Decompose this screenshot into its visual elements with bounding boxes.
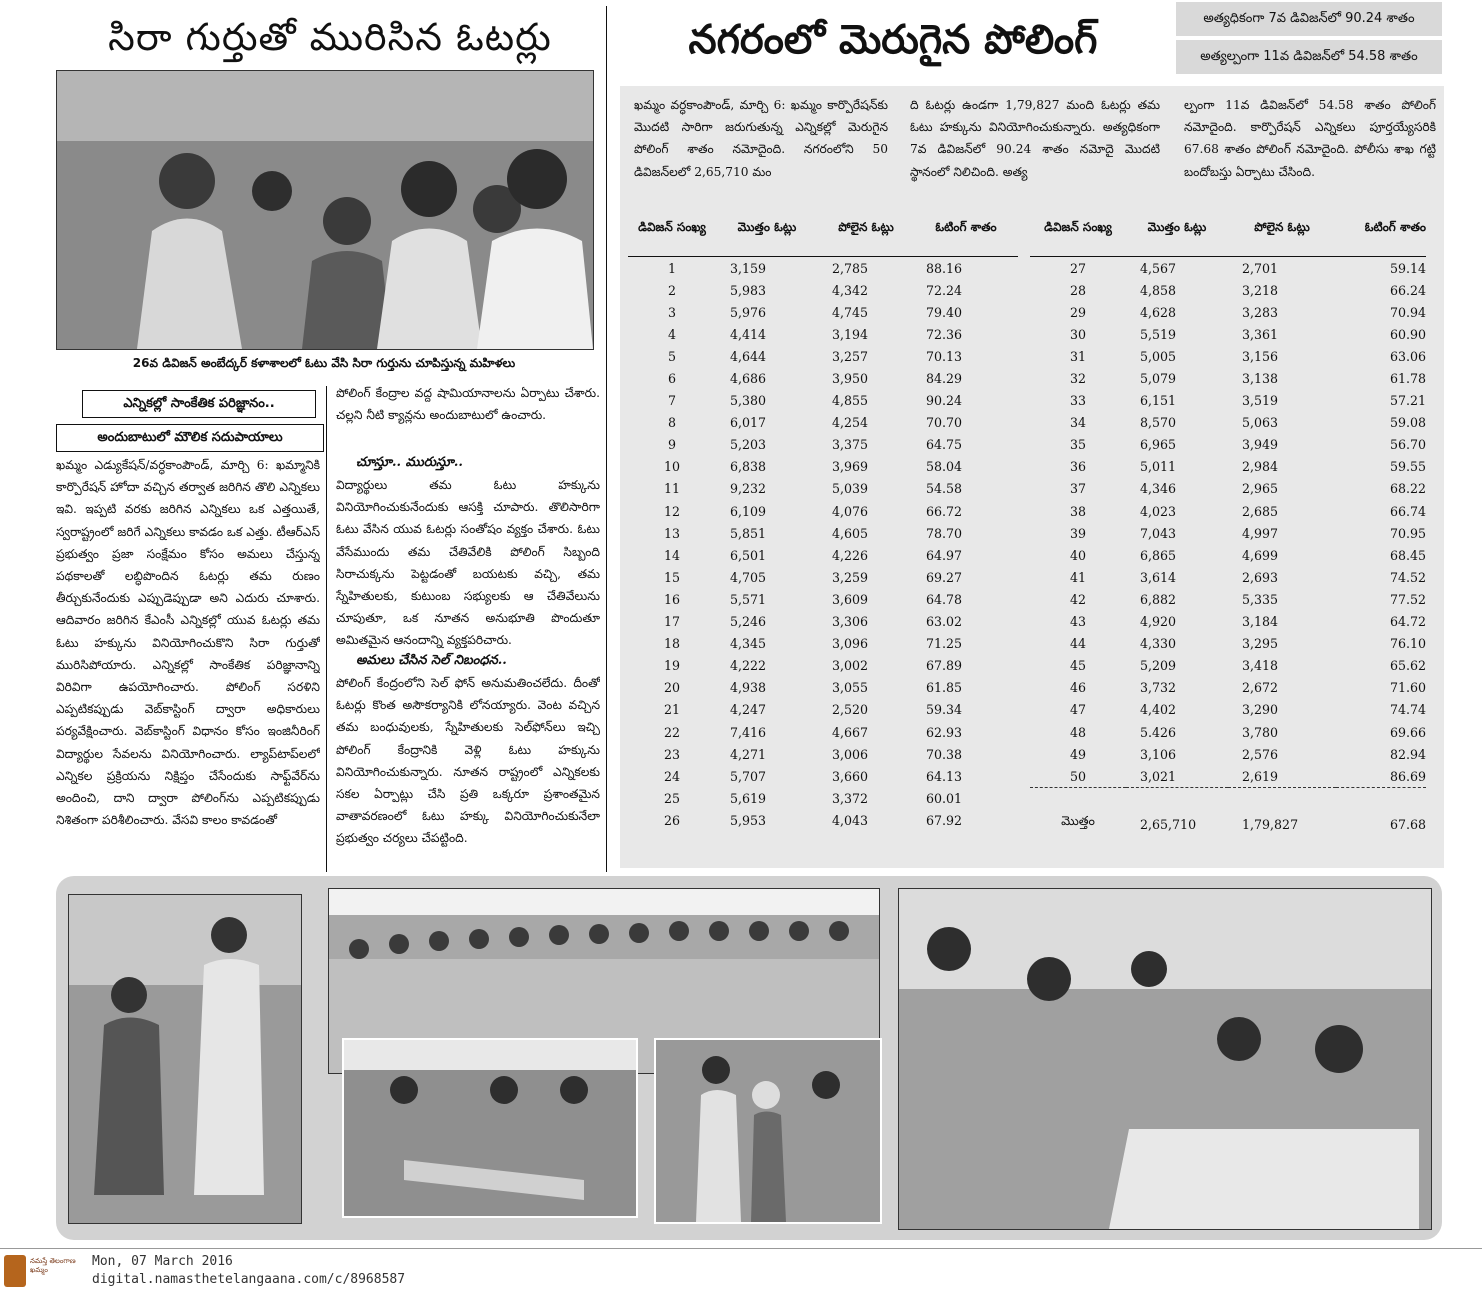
polled-votes-cell: 3,660 xyxy=(832,768,869,784)
total-votes-cell: 6,865 xyxy=(1140,547,1177,563)
polled-votes-cell: 5,039 xyxy=(832,481,869,497)
total-votes-cell: 5,851 xyxy=(730,525,767,541)
page-footer xyxy=(0,1248,1482,1293)
total-votes-cell: 4,402 xyxy=(1140,702,1177,718)
polled-votes-cell: 4,342 xyxy=(832,282,869,298)
table-row xyxy=(1030,478,1426,500)
table-row xyxy=(1030,522,1426,544)
polled-votes-cell: 3,096 xyxy=(832,636,869,652)
table-row xyxy=(1030,367,1426,389)
total-votes-cell: 4,644 xyxy=(730,348,767,364)
percent-cell: 63.02 xyxy=(926,614,963,630)
polled-votes-cell: 3,283 xyxy=(1242,304,1279,320)
polled-votes-cell: 4,605 xyxy=(832,525,869,541)
polled-votes-cell: 3,418 xyxy=(1242,658,1279,674)
division-cell: 26 xyxy=(663,812,681,828)
division-cell: 33 xyxy=(1069,393,1087,409)
percent-cell: 88.16 xyxy=(926,260,963,276)
percent-cell: 74.74 xyxy=(1389,702,1426,718)
division-cell: 40 xyxy=(1069,547,1087,563)
division-cell: 7 xyxy=(667,393,676,409)
division-cell: 14 xyxy=(663,547,681,563)
percent-cell: 59.34 xyxy=(926,702,963,718)
total-votes-cell: 5,983 xyxy=(730,282,767,298)
division-cell: 49 xyxy=(1069,746,1087,762)
percent-cell: 66.74 xyxy=(1389,503,1426,519)
division-cell: 8 xyxy=(667,415,676,431)
table-row xyxy=(1030,323,1426,345)
division-cell: 22 xyxy=(663,724,681,740)
total-votes-cell: 3,159 xyxy=(730,260,767,276)
division-cell: 17 xyxy=(663,614,681,630)
photo-police-help xyxy=(654,1038,882,1224)
polled-votes-cell: 4,699 xyxy=(1242,547,1279,563)
division-cell: 45 xyxy=(1069,658,1087,674)
table-row xyxy=(1030,390,1426,412)
polled-votes-cell: 3,361 xyxy=(1242,326,1279,342)
total-votes-cell: 6,151 xyxy=(1140,393,1177,409)
main-photo xyxy=(56,70,594,350)
table-row xyxy=(1030,566,1426,588)
polled-votes-cell: 3,780 xyxy=(1242,724,1279,740)
percent-cell: 67.92 xyxy=(926,812,963,828)
total-votes-cell: 4,414 xyxy=(730,326,767,342)
total-votes-cell: 3,106 xyxy=(1140,746,1177,762)
polled-votes-cell: 3,156 xyxy=(1242,348,1279,364)
table-row xyxy=(1030,345,1426,367)
polled-votes-cell: 2,672 xyxy=(1242,680,1279,696)
percent-cell: 57.21 xyxy=(1389,393,1426,409)
division-cell: 1 xyxy=(667,260,676,276)
division-cell: 24 xyxy=(663,768,681,784)
photo-polling-officials xyxy=(898,888,1432,1230)
table-row xyxy=(628,809,1018,831)
total-votes-cell: 4,271 xyxy=(730,746,767,762)
percent-cell: 77.52 xyxy=(1389,591,1426,607)
division-cell: 28 xyxy=(1069,282,1087,298)
total-votes-cell: 4,938 xyxy=(730,680,767,696)
total-votes-cell: 8,570 xyxy=(1140,415,1177,431)
total-votes-cell: 6,965 xyxy=(1140,437,1177,453)
polled-votes-cell: 4,855 xyxy=(832,393,869,409)
percent-cell: 76.10 xyxy=(1389,636,1426,652)
table-row xyxy=(628,655,1018,677)
total-votes-cell: 5,005 xyxy=(1140,348,1177,364)
percent-cell: 69.27 xyxy=(926,569,963,585)
polled-votes-cell: 3,969 xyxy=(832,459,869,475)
total-votes-cell: 4,247 xyxy=(730,702,767,718)
polled-votes-cell: 4,745 xyxy=(832,304,869,320)
polled-votes-cell: 3,950 xyxy=(832,371,869,387)
table-row xyxy=(1030,412,1426,434)
subhead-technology: ఎన్నికల్లో సాంకేతిక పరిజ్ఞానం.. xyxy=(82,390,316,418)
percent-cell: 70.13 xyxy=(926,348,963,364)
percent-cell: 67.89 xyxy=(926,658,963,674)
percent-cell: 54.58 xyxy=(926,481,963,497)
table-row xyxy=(1030,279,1426,301)
polled-votes-cell: 2,619 xyxy=(1242,768,1279,784)
division-cell: 20 xyxy=(663,680,681,696)
percent-cell: 59.08 xyxy=(1389,415,1426,431)
percent-cell: 90.24 xyxy=(926,393,963,409)
percent-cell: 84.29 xyxy=(926,371,963,387)
table-row xyxy=(628,345,1018,367)
polled-votes-cell: 2,701 xyxy=(1242,260,1279,276)
total-votes-cell: 4,858 xyxy=(1140,282,1177,298)
table-row xyxy=(628,721,1018,743)
polled-votes-cell: 4,254 xyxy=(832,415,869,431)
division-cell: 43 xyxy=(1069,614,1087,630)
newspaper-logo-icon xyxy=(4,1255,26,1287)
total-votes-cell: 7,416 xyxy=(730,724,767,740)
table-row xyxy=(628,743,1018,765)
division-cell: 12 xyxy=(663,503,681,519)
percent-cell: 68.45 xyxy=(1389,547,1426,563)
total-votes-cell: 6,109 xyxy=(730,503,767,519)
polled-votes-cell: 3,184 xyxy=(1242,614,1279,630)
column-divider xyxy=(326,386,327,872)
division-cell: 2 xyxy=(667,282,676,298)
division-cell: 23 xyxy=(663,746,681,762)
polled-votes-cell: 3,002 xyxy=(832,658,869,674)
header-voting-percent: ఓటింగ్ శాతం xyxy=(914,198,1018,257)
percent-cell: 82.94 xyxy=(1389,746,1426,762)
polled-votes-cell: 3,257 xyxy=(832,348,869,364)
division-cell: 32 xyxy=(1069,371,1087,387)
polled-votes-cell: 3,519 xyxy=(1242,393,1279,409)
table-row xyxy=(1030,677,1426,699)
division-cell: 35 xyxy=(1069,437,1087,453)
division-cell: 3 xyxy=(667,304,676,320)
polled-votes-cell: 3,259 xyxy=(832,569,869,585)
division-cell: 48 xyxy=(1069,724,1087,740)
table-row xyxy=(628,390,1018,412)
table-row xyxy=(1030,257,1426,280)
table-row xyxy=(628,544,1018,566)
polled-votes-cell: 2,520 xyxy=(832,702,869,718)
header-total-votes: మొత్తం ఓట్లు xyxy=(716,198,818,257)
total-votes-cell: 5,246 xyxy=(730,614,767,630)
division-cell: 47 xyxy=(1069,702,1087,718)
total-votes-cell: 5,380 xyxy=(730,393,767,409)
main-photo-caption: 26వ డివిజన్ అంబేద్కర్ కళాశాలలో ఓటు వేసి సిరా గుర్తును చూపిస్తున్న మహిళలు xyxy=(132,356,516,370)
percent-cell: 63.06 xyxy=(1389,348,1426,364)
table-row xyxy=(1030,434,1426,456)
polling-panel xyxy=(620,86,1444,868)
table-row xyxy=(1030,588,1426,610)
division-cell: 36 xyxy=(1069,459,1087,475)
division-cell: 11 xyxy=(663,481,681,497)
percent-cell: 62.93 xyxy=(926,724,963,740)
polled-votes-cell: 4,226 xyxy=(832,547,869,563)
total-votes-cell: 4,346 xyxy=(1140,481,1177,497)
polled-votes-cell: 4,667 xyxy=(832,724,869,740)
polled-votes-cell: 3,375 xyxy=(832,437,869,453)
percent-cell: 60.01 xyxy=(926,790,963,806)
total-votes-cell: 5,209 xyxy=(1140,658,1177,674)
footer-date: Mon, 07 March 2016 xyxy=(92,1254,233,1269)
header-voting-percent: ఓటింగ్ శాతం xyxy=(1336,198,1426,257)
division-cell: 16 xyxy=(663,591,681,607)
division-cell: 4 xyxy=(667,326,676,342)
polled-votes-cell: 3,006 xyxy=(832,746,869,762)
polled-votes-cell: 3,055 xyxy=(832,680,869,696)
total-votes-cell: 6,882 xyxy=(1140,591,1177,607)
kicker-cell-rule: అమలు చేసిన సెల్ నిబంధన.. xyxy=(356,653,507,668)
table-row xyxy=(628,279,1018,301)
polled-votes-cell: 3,949 xyxy=(1242,437,1279,453)
division-cell: 37 xyxy=(1069,481,1087,497)
table-row xyxy=(628,633,1018,655)
division-cell: 25 xyxy=(663,790,681,806)
header-polled-votes: పోలైన ఓట్లు xyxy=(818,198,914,257)
stat-highest: అత్యధికంగా 7వ డివిజన్‌లో 90.24 శాతం xyxy=(1176,2,1442,36)
total-votes-cell: 6,017 xyxy=(730,415,767,431)
table-row xyxy=(628,566,1018,588)
percent-cell: 61.85 xyxy=(926,680,963,696)
table-row xyxy=(1030,721,1426,743)
total-votes-cell: 7,043 xyxy=(1140,525,1177,541)
polled-votes-cell: 2,576 xyxy=(1242,746,1279,762)
percent-cell: 61.78 xyxy=(1389,371,1426,387)
percent-cell: 66.72 xyxy=(926,503,963,519)
total-votes-cell: 6,838 xyxy=(730,459,767,475)
headline-left: సిరా గుర్తుతో మురిసిన ఓటర్లు xyxy=(108,15,552,59)
panel-story-column: ఖమ్మం వర్ధకాంపౌండ్, మార్చి 6: ఖమ్మం కార్పొరేషన్‌కు మొదటి సారిగా జరుగుతున్న ఎన్నికల్లో మెరుగైన పోలింగ్ శాతం నమోదైంది. నగరంలోని 50 డివిజన్‌లలో 2,65,710 మం xyxy=(634,98,888,179)
total-votes-cell: 4,686 xyxy=(730,371,767,387)
total-votes-cell: 4,705 xyxy=(730,569,767,585)
table-row xyxy=(628,588,1018,610)
total-votes-cell: 5,976 xyxy=(730,304,767,320)
total-votes-cell: 3,732 xyxy=(1140,680,1177,696)
polled-votes-cell: 4,043 xyxy=(832,812,869,828)
table-row xyxy=(628,787,1018,809)
total-votes-cell: 3,614 xyxy=(1140,569,1177,585)
polled-votes-cell: 2,965 xyxy=(1242,481,1279,497)
story-mid-paragraph: విద్యార్థులు తమ ఓటు హక్కును వినియోగించుకునేందుకు ఆసక్తి చూపారు. తొలిసారిగా ఓటు వేసిన యువ ఓటర్లు సంతోషం వ్యక్తం చేశారు. ఓటు వేసేముందు తమ చేతివేలికి పోలింగ్ సిబ్బంది సిరాచుక్కను పెట్టడంతో బయటకు వచ్చి, తమ స్నేహితులకు, కుటుంబ సభ్యులకు ఆ చేతివేలును చూపుతూ, ఒక నూతన అనుభూతి పొందుతూ అమితమైన ఆనందాన్ని వ్యక్తపరిచారు. xyxy=(336,478,600,648)
total-votes-cell: 5,079 xyxy=(1140,371,1177,387)
header-total-votes: మొత్తం ఓట్లు xyxy=(1126,198,1228,257)
division-cell: 13 xyxy=(663,525,681,541)
division-cell: 46 xyxy=(1069,680,1087,696)
percent-cell: 64.13 xyxy=(926,768,963,784)
total-votes-cell: 5,571 xyxy=(730,591,767,607)
stat-lowest: అత్యల్పంగా 11వ డివిజన్‌లో 54.58 శాతం xyxy=(1176,40,1442,74)
table-row xyxy=(628,677,1018,699)
total-label-cell: మొత్తం xyxy=(1030,788,1126,833)
percent-cell: 59.55 xyxy=(1389,459,1426,475)
division-cell: 31 xyxy=(1069,348,1087,364)
division-cell: 29 xyxy=(1069,304,1087,320)
division-cell: 18 xyxy=(663,636,681,652)
percent-cell: 64.72 xyxy=(1389,614,1426,630)
polled-votes-cell: 3,306 xyxy=(832,614,869,630)
polled-votes-cell: 3,194 xyxy=(832,326,869,342)
table-row xyxy=(628,367,1018,389)
total-votes-cell: 5,519 xyxy=(1140,326,1177,342)
polled-votes-cell: 3,290 xyxy=(1242,702,1279,718)
total-votes-cell: 4,330 xyxy=(1140,636,1177,652)
grand-total-votes-cell: 2,65,710 xyxy=(1126,788,1228,833)
percent-cell: 56.70 xyxy=(1389,437,1426,453)
table-header-row xyxy=(628,198,1018,257)
headline-right-box xyxy=(614,4,1172,76)
table-row xyxy=(1030,699,1426,721)
polled-votes-cell: 3,609 xyxy=(832,591,869,607)
total-votes-cell: 4,920 xyxy=(1140,614,1177,630)
percent-cell: 68.22 xyxy=(1389,481,1426,497)
percent-cell: 69.66 xyxy=(1389,724,1426,740)
story-mid-paragraph: పోలింగ్ కేంద్రంలోని సెల్ ఫోన్ అనుమతించలేదు. దీంతో ఓటర్లు కొంత అసౌకర్యానికి లోనయ్యారు. వెంట వచ్చిన తమ బంధువులకు, స్నేహితులకు సెల్‌ఫోన్‌లు ఇచ్చి పోలింగ్ కేంద్రానికి వెళ్లి ఓటు హక్కును వినియోగించుకున్నారు. నూతన రాష్ట్రంలో ఎన్నికలకు సకల ఏర్పాట్లు చేసి ప్రతి ఒక్కరూ ప్రశాంతమైన వాతావరణంలో ఓటు హక్కు వినియోగించుకునేలా ప్రభుత్వం చర్యలు చేపట్టింది. xyxy=(336,676,600,846)
table-row xyxy=(628,699,1018,721)
header-division: డివిజన్ సంఖ్య xyxy=(1030,198,1126,257)
table-row xyxy=(628,478,1018,500)
percent-cell: 59.14 xyxy=(1389,260,1426,276)
division-cell: 21 xyxy=(663,702,681,718)
table-row xyxy=(1030,544,1426,566)
total-votes-cell: 5,619 xyxy=(730,790,767,806)
percent-cell: 66.24 xyxy=(1389,282,1426,298)
total-votes-cell: 4,345 xyxy=(730,636,767,652)
results-table-left xyxy=(628,198,1018,831)
division-cell: 44 xyxy=(1069,636,1087,652)
total-votes-cell: 4,222 xyxy=(730,658,767,674)
total-votes-cell: 5,203 xyxy=(730,437,767,453)
table-row xyxy=(628,257,1018,280)
footer-url[interactable]: digital.namasthetelangaana.com/c/8968587 xyxy=(92,1272,406,1287)
polled-votes-cell: 3,372 xyxy=(832,790,869,806)
header-division: డివిజన్ సంఖ్య xyxy=(628,198,716,257)
percent-cell: 58.04 xyxy=(926,459,963,475)
total-votes-cell: 5.426 xyxy=(1140,724,1177,740)
total-votes-cell: 5,953 xyxy=(730,812,767,828)
percent-cell: 71.60 xyxy=(1389,680,1426,696)
total-votes-cell: 4,628 xyxy=(1140,304,1177,320)
division-cell: 15 xyxy=(663,569,681,585)
percent-cell: 70.94 xyxy=(1389,304,1426,320)
table-row xyxy=(628,434,1018,456)
percent-cell: 64.78 xyxy=(926,591,963,607)
percent-cell: 72.24 xyxy=(926,282,963,298)
panel-story-column: ల్పంగా 11వ డివిజన్‌లో 54.58 శాతం పోలింగ్ నమోదైంది. కార్పొరేషన్ ఎన్నికలు పూర్తయ్యేసరికి 67.68 శాతం పోలింగ్ నమోదైంది. పోలీసు శాఖ గట్టి బందోబస్తు ఏర్పాటు చేసింది. xyxy=(1184,98,1436,179)
grand-percent-cell: 67.68 xyxy=(1336,788,1426,833)
total-row xyxy=(1030,788,1426,833)
percent-cell: 86.69 xyxy=(1389,768,1426,784)
division-cell: 42 xyxy=(1069,591,1087,607)
table-row xyxy=(1030,301,1426,323)
header-polled-votes: పోలైన ఓట్లు xyxy=(1228,198,1336,257)
polled-votes-cell: 2,685 xyxy=(1242,503,1279,519)
division-cell: 38 xyxy=(1069,503,1087,519)
photo-strip xyxy=(56,876,1442,1240)
total-votes-cell: 3,021 xyxy=(1140,768,1177,784)
percent-cell: 79.40 xyxy=(926,304,963,320)
percent-cell: 78.70 xyxy=(926,525,963,541)
grand-polled-votes-cell: 1,79,827 xyxy=(1228,788,1336,833)
total-votes-cell: 5,011 xyxy=(1140,459,1177,475)
percent-cell: 72.36 xyxy=(926,326,963,342)
polled-votes-cell: 2,984 xyxy=(1242,459,1279,475)
percent-cell: 70.70 xyxy=(926,415,963,431)
subhead-facilities: అందుబాటులో మౌలిక సదుపాయాలు xyxy=(56,424,324,452)
total-votes-cell: 9,232 xyxy=(730,481,767,497)
percent-cell: 65.62 xyxy=(1389,658,1426,674)
table-row xyxy=(628,500,1018,522)
total-votes-cell: 5,707 xyxy=(730,768,767,784)
story-mid-paragraph: పోలింగ్ కేంద్రాల వద్ద షామియానాలను ఏర్పాటు చేశారు. చల్లని నీటి క్యాన్లను అందుబాటులో ఉంచారు. xyxy=(336,386,600,423)
division-cell: 5 xyxy=(667,348,676,364)
division-cell: 10 xyxy=(663,459,681,475)
division-cell: 39 xyxy=(1069,525,1087,541)
polled-votes-cell: 2,785 xyxy=(832,260,869,276)
polled-votes-cell: 3,218 xyxy=(1242,282,1279,298)
column-divider xyxy=(606,6,607,872)
division-cell: 19 xyxy=(663,658,681,674)
percent-cell: 74.52 xyxy=(1389,569,1426,585)
table-row xyxy=(628,456,1018,478)
total-votes-cell: 6,501 xyxy=(730,547,767,563)
table-row xyxy=(628,522,1018,544)
polled-votes-cell: 2,693 xyxy=(1242,569,1279,585)
kicker-watching: చూస్తూ.. మురుస్తూ.. xyxy=(356,455,463,470)
table-row xyxy=(628,765,1018,787)
percent-cell: 64.75 xyxy=(926,437,963,453)
percent-cell: 64.97 xyxy=(926,547,963,563)
table-row xyxy=(1030,456,1426,478)
polled-votes-cell: 4,076 xyxy=(832,503,869,519)
table-row xyxy=(1030,765,1426,788)
results-table-right xyxy=(1030,198,1426,832)
table-row xyxy=(628,323,1018,345)
polled-votes-cell: 3,138 xyxy=(1242,371,1279,387)
division-cell: 34 xyxy=(1069,415,1087,431)
table-row xyxy=(1030,655,1426,677)
table-row xyxy=(628,301,1018,323)
photo-carrying-voter xyxy=(342,1038,638,1218)
photo-elderly-voter xyxy=(68,894,302,1224)
percent-cell: 70.95 xyxy=(1389,525,1426,541)
table-row xyxy=(1030,633,1426,655)
polled-votes-cell: 4,997 xyxy=(1242,525,1279,541)
total-votes-cell: 4,023 xyxy=(1140,503,1177,519)
percent-cell: 70.38 xyxy=(926,746,963,762)
table-row xyxy=(1030,611,1426,633)
panel-story-column: ది ఓటర్లు ఉండగా 1,79,827 మంది ఓటర్లు తమ ఓటు హక్కును వినియోగించుకున్నారు. అత్యధికంగా 7వ డివిజన్‌లో 90.24 శాతం నమోదై మొదటి స్థానంలో నిలిచింది. అత్య xyxy=(910,98,1160,179)
percent-cell: 60.90 xyxy=(1389,326,1426,342)
story-left-column: ఖమ్మం ఎడ్యుకేషన్/వర్ధకాంపౌండ్, మార్చి 6: ఖమ్మానికి కార్పొరేషన్ హోదా వచ్చిన తర్వాత జరిగిన తొలి ఎన్నికలు ఇవి. ఇప్పటి వరకు జరిగిన ఎన్నికలు ఒక ఎత్తయితే, స్వరాష్ట్రంలో జరిగే ఎన్నికలు కావడం ఒక ఎత్తు. టీఆర్‌ఎస్ ప్రభుత్వం ప్రజా సంక్షేమం కోసం అమలు చేస్తున్న పథకాలతో లబ్ధిపొందిన ఓటర్లు తమ రుణం తీర్చుకునేందుకు ఎప్పుడెప్పుడా అని ఎదురు చూశారు. ఆదివారం జరిగిన కేఎంసీ ఎన్నికల్లో యువ ఓటర్లు తమ ఓటు హక్కును వినియోగించుకొని సిరా గుర్తుతో మురిసిపోయారు. ఎన్నికల్లో సాంకేతిక పరిజ్ఞానాన్ని విరివిగా ఉపయోగించారు. పోలింగ్ సరళిని ఎప్పటికప్పుడు వెబ్‌కాస్టింగ్ ద్వారా అధికారులు పర్యవేక్షించారు. వెబ్‌కాస్టింగ్ విధానం కోసం ఇంజినీరింగ్ విద్యార్థుల సేవలను వినియోగించారు. ల్యాప్‌టాప్‌లలో ఎన్నికల ప్రక్రియను నిక్షిప్తం చేసేందుకు సాఫ్ట్‌వేర్‌ను అందించి, దాని ద్వారా పోలింగ్‌ను ఎప్పటికప్పుడు నిశితంగా పరిశీలించారు. వేసవి కాలం కావడంతో xyxy=(56,458,320,828)
division-cell: 9 xyxy=(667,437,676,453)
polled-votes-cell: 3,295 xyxy=(1242,636,1279,652)
table-header-row xyxy=(1030,198,1426,257)
table-row xyxy=(628,611,1018,633)
polled-votes-cell: 5,063 xyxy=(1242,415,1279,431)
newspaper-logo-text: నమస్తే తెలంగాణ ఖమ్మం xyxy=(30,1257,76,1274)
headline-right: నగరంలో మెరుగైన పోలింగ్ xyxy=(688,17,1098,63)
percent-cell: 71.25 xyxy=(926,636,963,652)
polled-votes-cell: 5,335 xyxy=(1242,591,1279,607)
table-row xyxy=(1030,743,1426,765)
division-cell: 41 xyxy=(1069,569,1087,585)
division-cell: 6 xyxy=(667,371,676,387)
total-votes-cell: 4,567 xyxy=(1140,260,1177,276)
table-row xyxy=(628,412,1018,434)
division-cell: 27 xyxy=(1069,260,1087,276)
table-row xyxy=(1030,500,1426,522)
division-cell: 30 xyxy=(1069,326,1087,342)
division-cell: 50 xyxy=(1069,768,1087,784)
